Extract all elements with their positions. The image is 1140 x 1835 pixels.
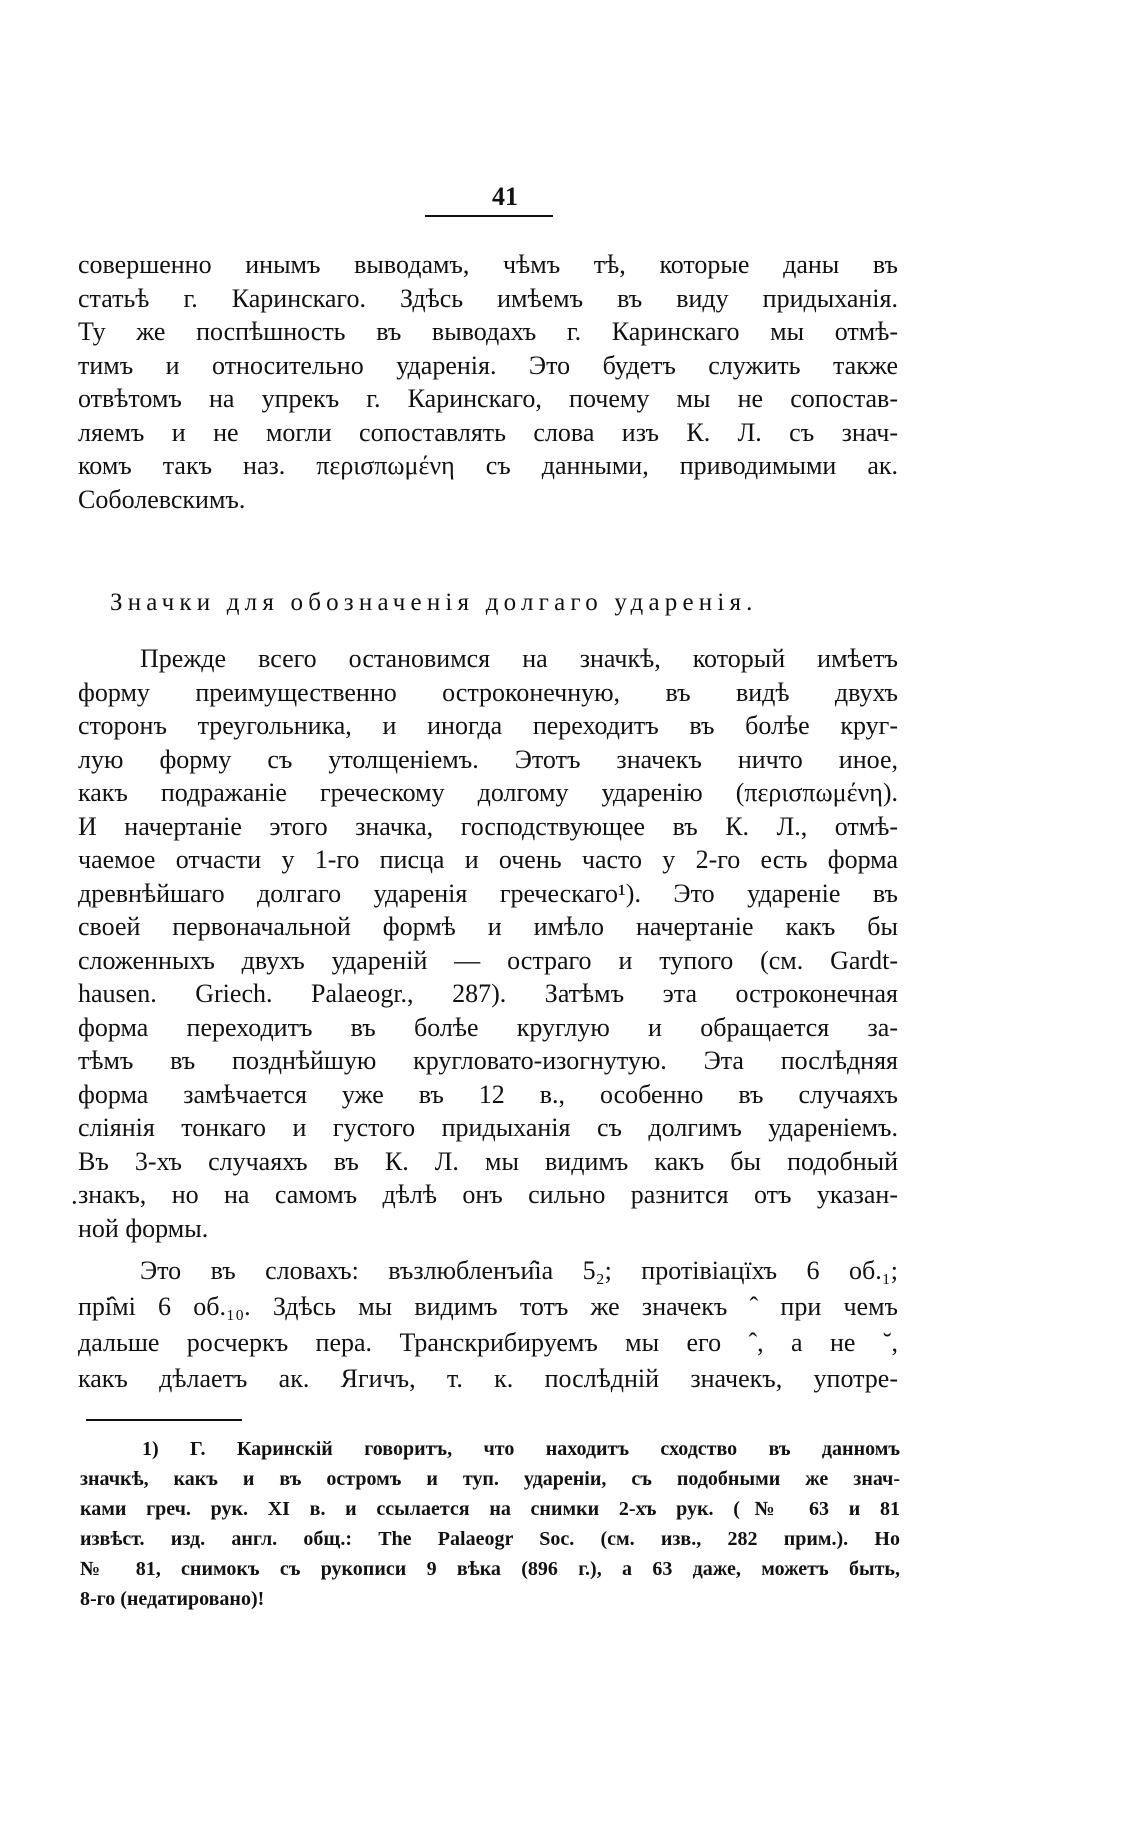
text-line: совершенно инымъ выводамъ, чѣмъ тѣ, которые даны въ (78, 250, 898, 279)
footnote-line: извѣст. изд. англ. общ.: The Palaeogr Soc. (см. изв., 282 прим.). Но (80, 1528, 900, 1550)
footnote-line: ками греч. рук. XI в. и ссылается на снимки 2-хъ рук. (№ 63 и 81 (80, 1498, 900, 1520)
text-line: сторонъ треугольника, и иногда переходитъ въ болѣе круг- (78, 711, 898, 740)
page-number: 41 (492, 182, 518, 211)
text-line: древнѣйшаго долгаго ударенія греческаго¹). Это удареніе въ (78, 878, 898, 908)
text-line: hausen. Griech. Palaeogr., 287). Затѣмъ эта остроконечная (78, 979, 898, 1008)
text-line: форма замѣчается уже въ 12 в., особенно въ случаяхъ (78, 1079, 898, 1109)
text-line: своей первоначальной формѣ и имѣло начертаніе какъ бы (78, 912, 898, 941)
text-line: какъ дѣлаетъ ак. Ягичъ, т. к. послѣдній значекъ, употре- (78, 1364, 898, 1393)
text-line: отвѣтомъ на упрекъ г. Каринскаго, почему мы не сопостав- (78, 384, 898, 413)
paragraph-3 (78, 1253, 898, 1397)
text-line: Это въ словахъ: възлюбленъи̂іа 5₂; протівіацїхъ 6 об.₁; (140, 1256, 898, 1285)
text-line: ной формы. (78, 1213, 209, 1243)
text-line: лую форму съ утолщеніемъ. Этотъ значекъ ничто иное, (78, 744, 898, 774)
text-line: сложенныхъ двухъ удареній — остраго и тупого (см. Gardt- (78, 945, 898, 975)
footnote-line: значкѣ, какъ и въ остромъ и туп. удареніи, съ подобными же знач- (80, 1468, 900, 1490)
margin-dot: · (70, 1188, 79, 1217)
section-heading: Значки для обозначенія долгаго ударенія. (110, 589, 758, 616)
text-line: статьѣ г. Каринскаго. Здѣсь имѣемъ въ виду придыханія. (78, 283, 898, 313)
text-line: прі̂мі 6 об.₁₀. Здѣсь мы видимъ тотъ же значекъ ˆ при чемъ (78, 1292, 898, 1321)
text-line: чаемое отчасти у 1-го писца и очень часто у 2-го есть форма (78, 845, 898, 874)
footnote-line: 8-го (недатировано)! (80, 1588, 265, 1610)
text-line: тѣмъ въ позднѣйшую кругловато-изогнутую. Эта послѣдняя (78, 1046, 898, 1075)
text-line: дальше росчеркъ пера. Транскрибируемъ мы его ˆ, а не ˘, (78, 1328, 898, 1357)
footnote (80, 1434, 900, 1614)
text-line: слiянія тонкаго и густого придыханія съ долгимъ удареніемъ. (78, 1113, 898, 1142)
text-line: форму преимущественно остроконечную, въ видѣ двухъ (78, 677, 898, 707)
text-line: Въ 3-хъ случаяхъ въ К. Л. мы видимъ какъ бы подобный (78, 1146, 898, 1176)
text-line: Прежде всего остановимся на значкѣ, который имѣетъ (140, 644, 898, 673)
text-line: Соболевскимъ. (78, 484, 246, 514)
text-line: какъ подражаніе греческому долгому ударенію (περισπωμένη). (78, 778, 898, 807)
text-line: тимъ и относительно ударенія. Это будетъ служить также (78, 350, 898, 380)
page-number-rule (425, 215, 553, 217)
text-line: Ту же поспѣшность въ выводахъ г. Каринскаго мы отмѣ- (78, 317, 898, 346)
text-line: комъ такъ наз. περισπωμένη съ данными, приводимыми ак. (78, 451, 898, 480)
footnote-line: № 81, снимокъ съ рукописи 9 вѣка (896 г.), а 63 даже, можетъ быть, (80, 1558, 900, 1580)
text-line: форма переходитъ въ болѣе круглую и обращается за- (78, 1012, 898, 1042)
text-line: знакъ, но на самомъ дѣлѣ онъ сильно разнится отъ указан- (78, 1180, 898, 1209)
text-line: ляемъ и не могли сопоставлять слова изъ К. Л. съ знач- (78, 417, 898, 447)
footnote-line: 1) Г. Каринскій говоритъ, что находитъ сходство въ данномъ (142, 1438, 900, 1460)
text-line: И начертаніе этого значка, господствующее въ К. Л., отмѣ- (78, 811, 898, 841)
paragraph-2 (78, 642, 898, 1245)
paragraph-1 (78, 248, 898, 516)
footnote-rule (86, 1419, 242, 1421)
